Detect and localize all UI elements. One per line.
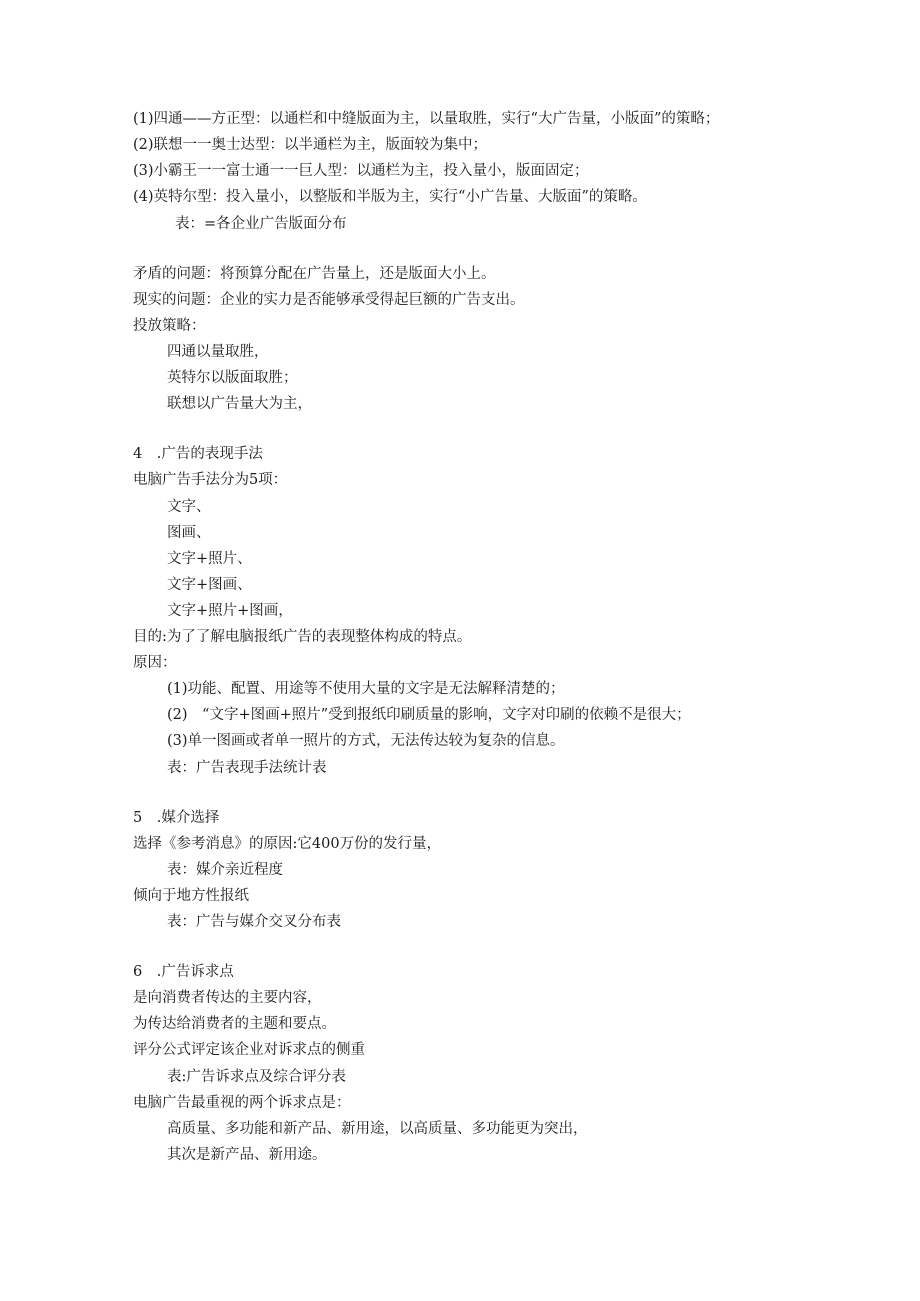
reason-item: (1)功能、配置、用途等不使用大量的文字是无法解释清楚的；	[167, 681, 565, 697]
reason-item: (2) “文字+图画+照片”受到报纸印刷质量的影响，文字对印刷的依赖不是很大；	[167, 707, 691, 723]
appeal-line: 其次是新产品、新用途。	[167, 1147, 327, 1163]
strategy-item: 联想以广告量大为主，	[167, 396, 312, 412]
method-item: 文字+照片、	[167, 551, 252, 567]
methods-intro: 电脑广告手法分为5项：	[133, 472, 288, 488]
appeal-line: 为传达给消费者的主题和要点。	[133, 1016, 336, 1032]
table-caption-layout: 表：=各企业广告版面分布	[175, 216, 347, 232]
ad-type-2: (2)联想一一奥士达型：以半通栏为主，版面较为集中；	[133, 137, 488, 153]
table-caption-media-cross: 表：广告与媒介交叉分布表	[167, 914, 341, 930]
ad-type-3: (3)小霸王一一富士通一一巨人型：以通栏为主，投入量小，版面固定；	[133, 163, 589, 179]
section-6-heading: 6 .广告诉求点	[133, 964, 234, 980]
appeal-line: 高质量、多功能和新产品、新用途，以高质量、多功能更为突出，	[167, 1121, 588, 1137]
method-item: 文字+图画、	[167, 577, 252, 593]
strategy-item: 四通以量取胜，	[167, 344, 269, 360]
strategy-heading: 投放策略：	[133, 318, 206, 334]
section-5-heading: 5 .媒介选择	[133, 810, 220, 826]
media-tendency: 倾向于地方性报纸	[133, 888, 249, 904]
section-4-heading: 4 .广告的表现手法	[133, 446, 263, 462]
appeal-line: 评分公式评定该企业对诉求点的侧重	[133, 1042, 365, 1058]
ad-type-4: (4)英特尔型：投入量小，以整版和半版为主，实行“小广告量、大版面”的策略。	[133, 189, 647, 205]
method-item: 图画、	[167, 525, 211, 541]
ad-type-1: (1)四通——方正型：以通栏和中缝版面为主，以量取胜，实行“大广告量，小版面”的策略；	[133, 111, 720, 127]
method-item: 文字+照片+图画，	[167, 603, 293, 619]
reality-text: 现实的问题：企业的实力是否能够承受得起巨额的广告支出。	[133, 292, 525, 308]
table-caption-media-affinity: 表：媒介亲近程度	[167, 862, 283, 878]
media-reason: 选择《参考消息》的原因:它400万份的发行量，	[133, 836, 442, 852]
strategy-item: 英特尔以版面取胜；	[167, 370, 298, 386]
table-caption-methods: 表：广告表现手法统计表	[167, 760, 327, 776]
reason-heading: 原因：	[133, 655, 177, 671]
appeal-line: 是向消费者传达的主要内容，	[133, 990, 322, 1006]
table-caption-appeal: 表:广告诉求点及综合评分表	[167, 1069, 346, 1085]
appeal-line: 电脑广告最重视的两个诉求点是：	[133, 1095, 351, 1111]
reason-item: (3)单一图画或者单一照片的方式，无法传达较为复杂的信息。	[167, 733, 565, 749]
purpose-text: 目的:为了了解电脑报纸广告的表现整体构成的特点。	[133, 629, 472, 645]
method-item: 文字、	[167, 499, 211, 515]
conflict-text: 矛盾的问题：将预算分配在广告量上，还是版面大小上。	[133, 266, 496, 282]
